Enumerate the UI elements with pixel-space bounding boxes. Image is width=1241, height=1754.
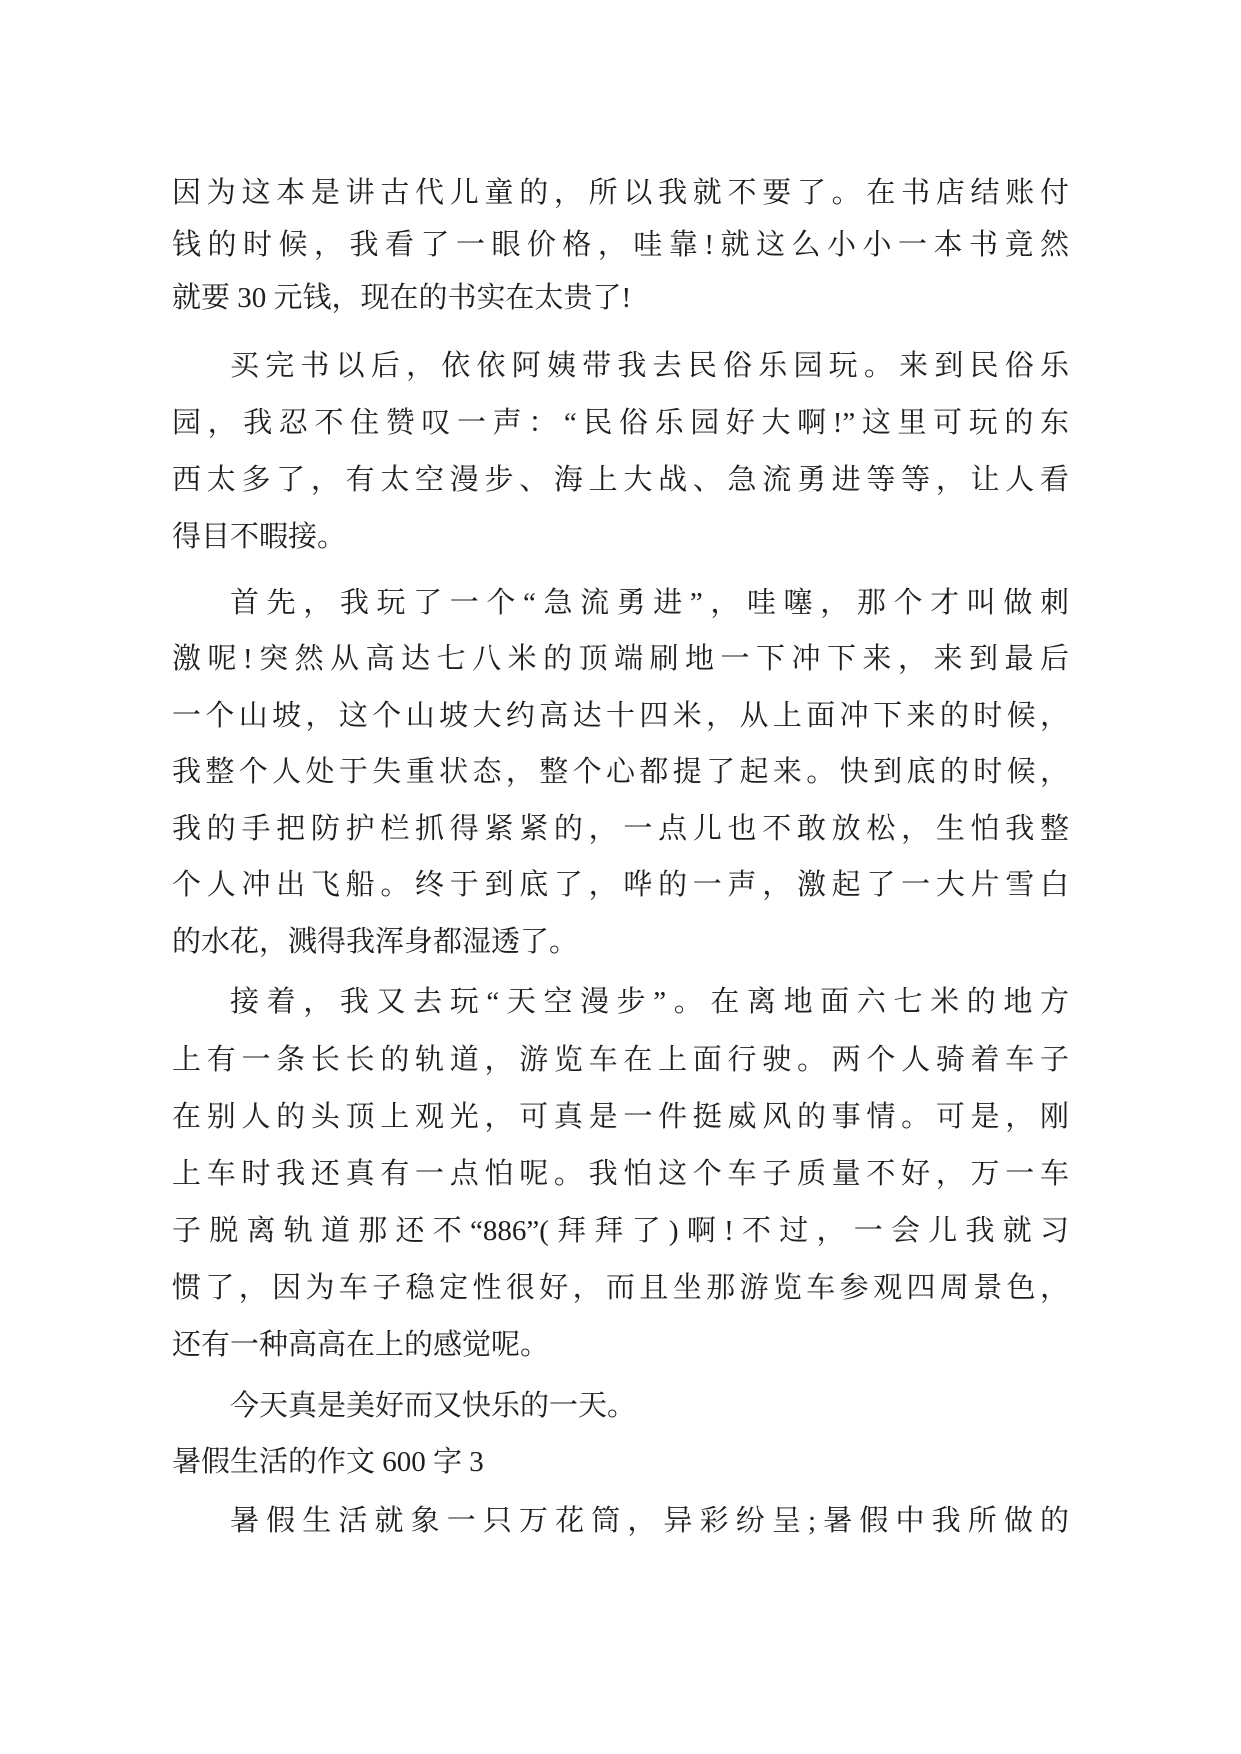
text-line: 今天真是美好而又快乐的一天。 <box>230 1389 637 1422</box>
paragraph <box>172 1378 1069 1435</box>
text-line: 还有一种高高在上的感觉呢。 <box>172 1329 550 1362</box>
text-line: 我整个人处于失重状态，整个心都提了起来。快到底的时候， <box>172 756 1069 789</box>
text-line: 买完书以后，依依阿姨带我去民俗乐园玩。来到民俗乐 <box>230 349 1069 382</box>
text-line: 上有一条长长的轨道，游览车在上面行驶。两个人骑着车子 <box>172 1043 1069 1076</box>
text-line: 首先，我玩了一个“急流勇进”，哇噻，那个才叫做刺 <box>230 586 1069 619</box>
text-line: 接着，我又去玩“天空漫步”。在离地面六七米的地方 <box>230 986 1069 1019</box>
text-line: 因为这本是讲古代儿童的，所以我就不要了。在书店结账付 <box>172 176 1069 209</box>
paragraph <box>172 974 1069 1374</box>
paragraph <box>172 575 1069 971</box>
text-line: 一个山坡，这个山坡大约高达十四米，从上面冲下来的时候， <box>172 699 1069 732</box>
text-line: 暑假生活就象一只万花筒，异彩纷呈;暑假中我所做的 <box>230 1504 1069 1537</box>
section-heading-text: 暑假生活的作文 600 字 3 <box>172 1445 484 1478</box>
text-line: 的水花，溅得我浑身都湿透了。 <box>172 925 579 958</box>
text-line: 西太多了，有太空漫步、海上大战、急流勇进等等，让人看 <box>172 463 1069 496</box>
text-line: 在别人的头顶上观光，可真是一件挺威风的事情。可是，刚 <box>172 1100 1069 1133</box>
section-heading <box>172 1434 1069 1491</box>
text-line: 得目不暇接。 <box>172 520 347 553</box>
text-line: 上车时我还真有一点怕呢。我怕这个车子质量不好，万一车 <box>172 1157 1069 1190</box>
text-line: 个人冲出飞船。终于到底了，哗的一声，激起了一大片雪白 <box>172 869 1069 902</box>
text-line: 钱的时候，我看了一眼价格，哇靠!就这么小小一本书竟然 <box>172 229 1069 262</box>
text-line: 园，我忍不住赞叹一声：“民俗乐园好大啊!”这里可玩的东 <box>172 406 1069 439</box>
paragraph <box>172 338 1069 566</box>
text-line: 就要 30 元钱，现在的书实在太贵了! <box>172 281 632 314</box>
paragraph <box>172 1493 1069 1550</box>
paragraph-continued <box>172 167 1069 325</box>
text-line: 我的手把防护栏抓得紧紧的，一点儿也不敢放松，生怕我整 <box>172 812 1069 845</box>
text-line: 惯了，因为车子稳定性很好，而且坐那游览车参观四周景色， <box>172 1272 1069 1305</box>
text-line: 子脱离轨道那还不“886”(拜拜了)啊!不过，一会儿我就习 <box>172 1215 1069 1248</box>
text-line: 激呢!突然从高达七八米的顶端刷地一下冲下来，来到最后 <box>172 643 1069 676</box>
